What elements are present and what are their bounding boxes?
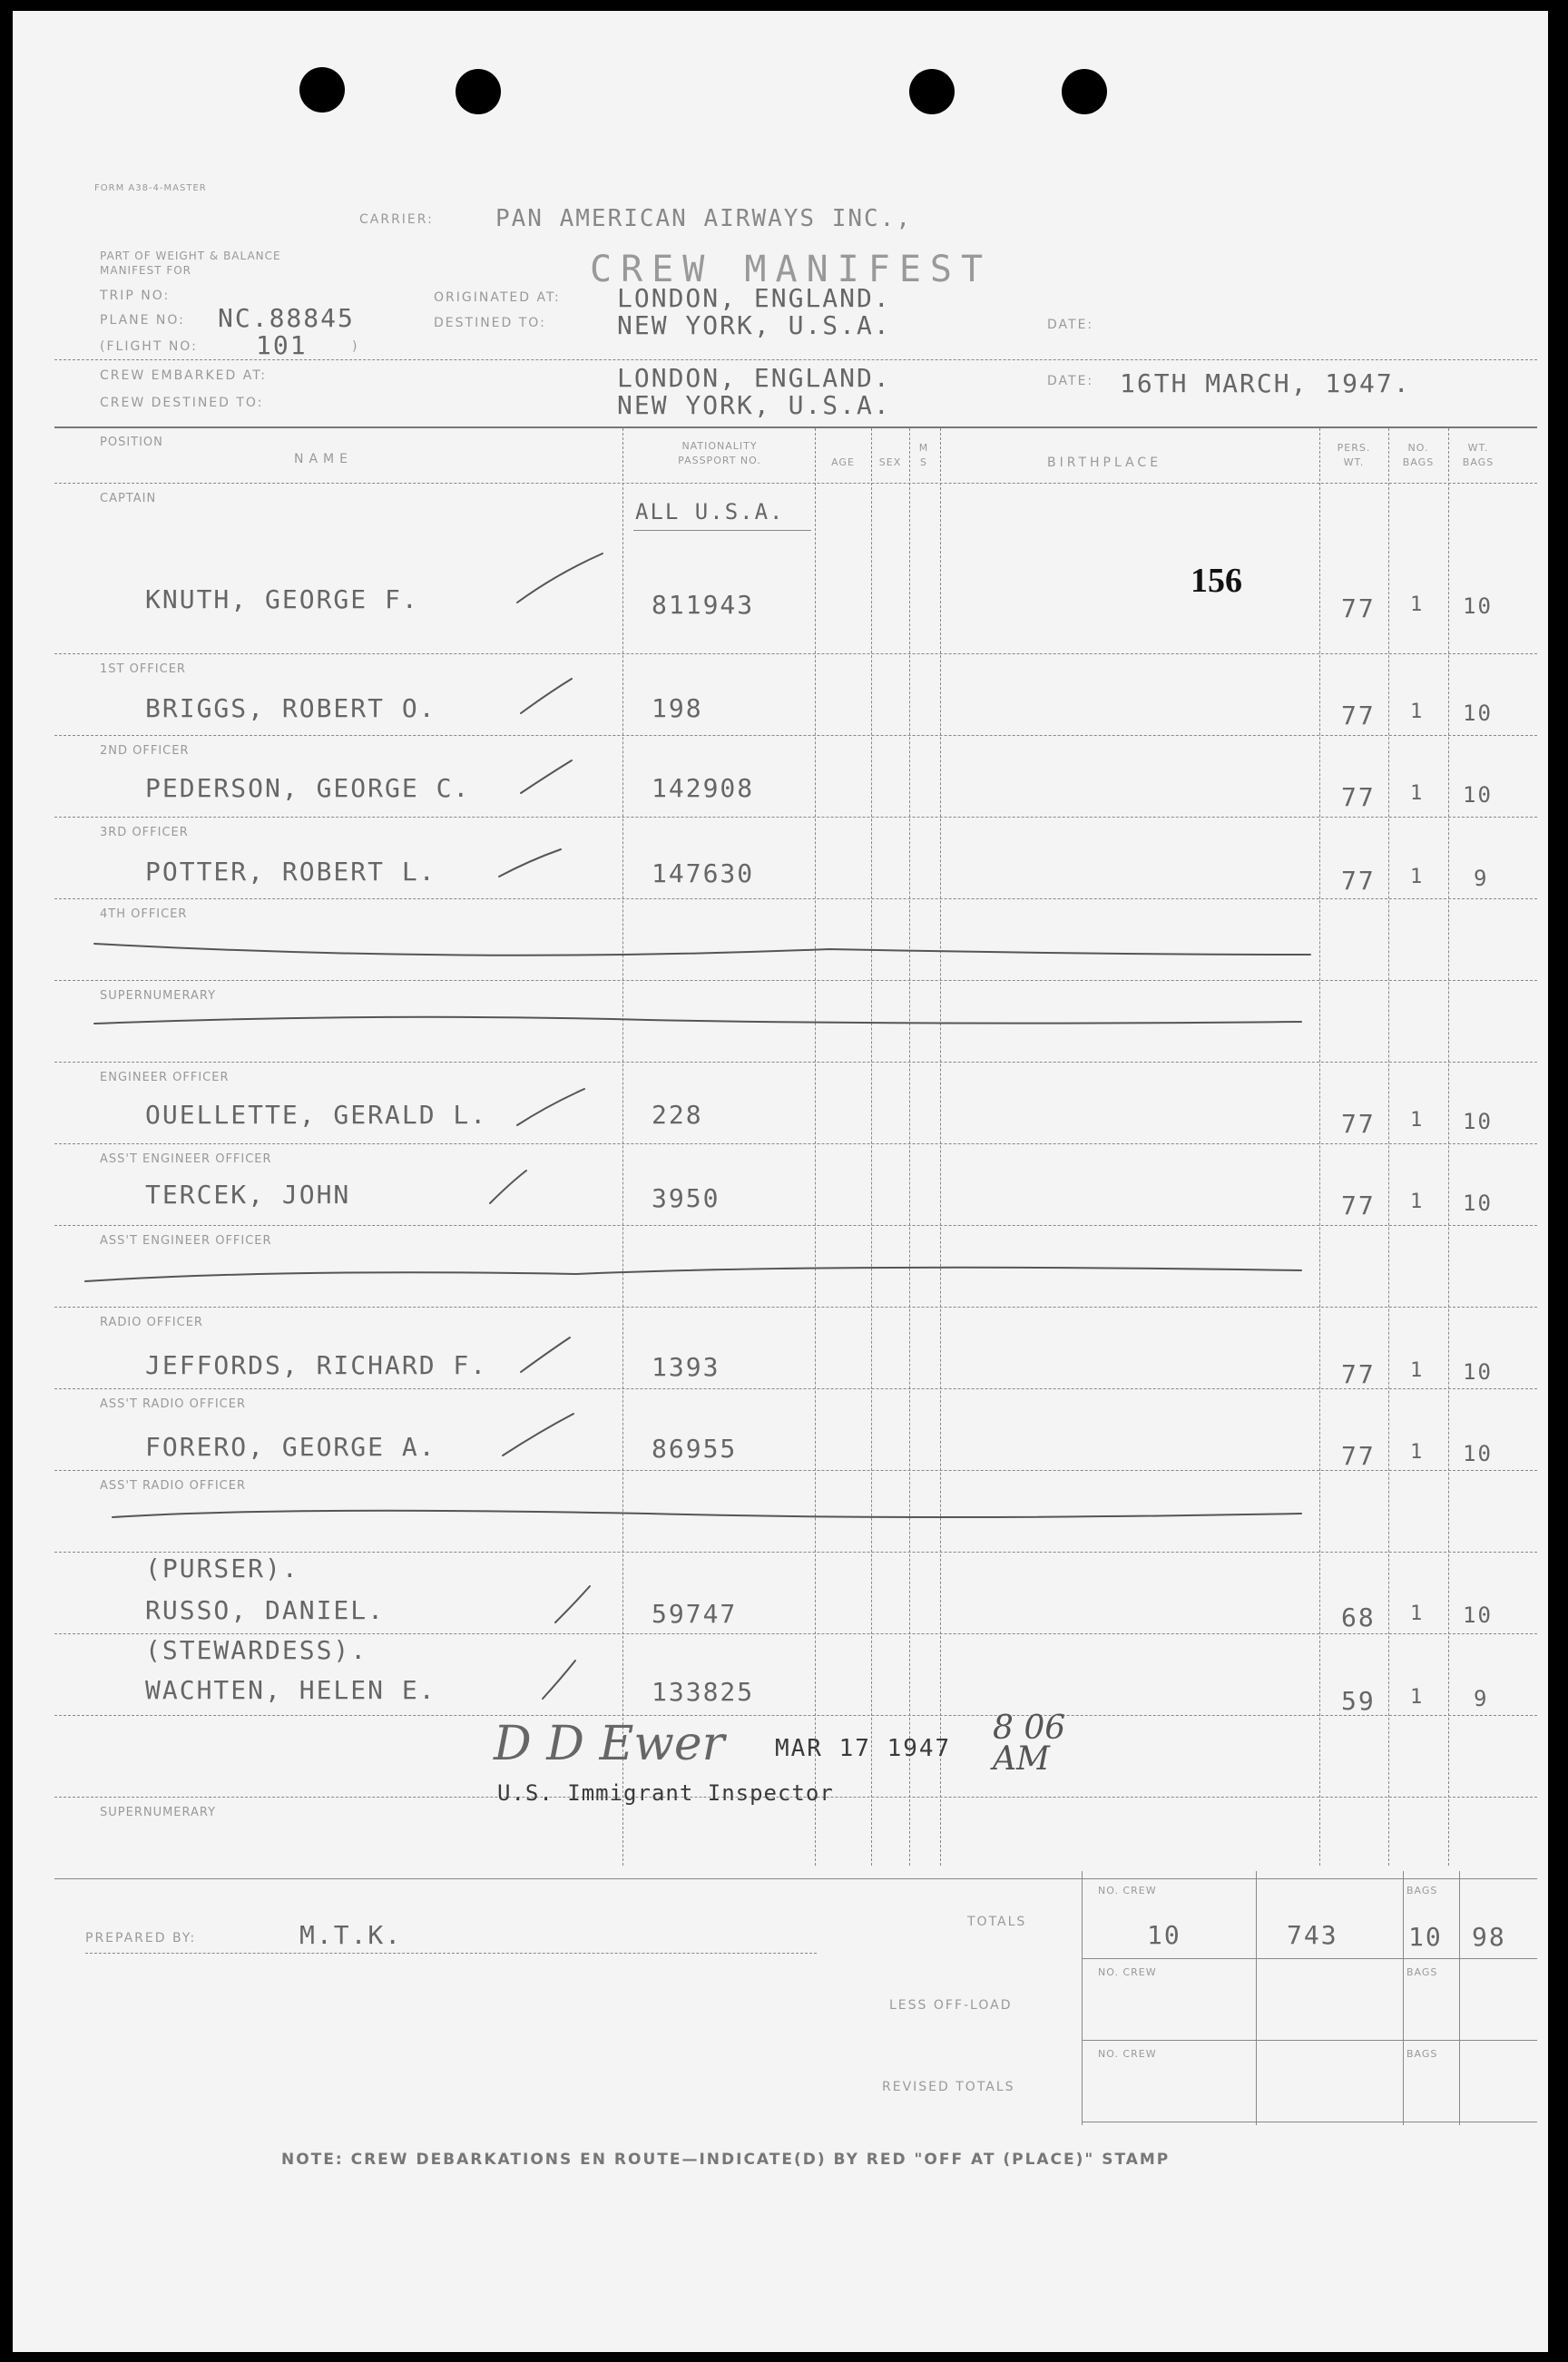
prepared-by-underline — [85, 1953, 817, 1954]
crew-weight-3: 77 — [1341, 782, 1376, 812]
position-engineer: ENGINEER OFFICER — [100, 1071, 230, 1084]
total-weight: 743 — [1287, 1920, 1338, 1950]
carrier-name: PAN AMERICAN AIRWAYS INC., — [495, 205, 912, 232]
embarked-value: LONDON, ENGLAND. — [617, 363, 891, 393]
total-bag-weight: 98 — [1472, 1922, 1506, 1952]
originated-value: LONDON, ENGLAND. — [617, 283, 891, 313]
crew-name-5: OUELLETTE, GERALD L. — [145, 1100, 488, 1130]
totals-box-border — [1403, 1871, 1404, 2125]
less-offload-label: LESS OFF-LOAD — [889, 1998, 1013, 2013]
crew-passport-1: 811943 — [652, 590, 755, 620]
crew-bags-9: 1 — [1410, 1602, 1425, 1625]
position-first-officer: 1ST OFFICER — [100, 662, 186, 676]
crew-passport-7: 1393 — [652, 1352, 720, 1382]
crew-name-1: KNUTH, GEORGE F. — [145, 584, 419, 614]
crew-weight-5: 77 — [1341, 1109, 1376, 1139]
crew-weight-1: 77 — [1341, 593, 1376, 623]
crew-bags-7: 1 — [1410, 1359, 1425, 1382]
prepared-by-label: PREPARED BY: — [85, 1931, 197, 1945]
crew-bag-weight-2: 10 — [1463, 701, 1493, 726]
date-label: DATE: — [1047, 318, 1094, 332]
position-asst-radio: ASS'T RADIO OFFICER — [100, 1397, 246, 1411]
crew-name-10: WACHTEN, HELEN E. — [145, 1675, 436, 1705]
crew-weight-6: 77 — [1341, 1191, 1376, 1220]
position-second-officer: 2ND OFFICER — [100, 744, 190, 758]
crew-passport-2: 198 — [652, 693, 703, 723]
crew-bag-weight-5: 10 — [1463, 1109, 1493, 1134]
totals-box-border — [1459, 1871, 1460, 2125]
position-asst-radio-2: ASS'T RADIO OFFICER — [100, 1479, 246, 1493]
crew-weight-4: 77 — [1341, 866, 1376, 896]
no-crew-label-revised: NO. CREW — [1098, 2048, 1157, 2060]
bags-label: BAGS — [1406, 1885, 1438, 1896]
crew-bags-6: 1 — [1410, 1191, 1425, 1213]
crew-name-6: TERCEK, JOHN — [145, 1180, 351, 1210]
all-usa-note: ALL U.S.A. — [635, 499, 785, 524]
crew-weight-10: 59 — [1341, 1686, 1376, 1716]
total-bags: 10 — [1408, 1922, 1443, 1952]
crew-bag-weight-7: 10 — [1463, 1359, 1493, 1385]
crew-name-9: RUSSO, DANIEL. — [145, 1595, 386, 1625]
plane-number: NC.88845 — [218, 303, 355, 333]
crew-role-10: (STEWARDESS). — [145, 1635, 368, 1665]
crew-bags-1: 1 — [1410, 593, 1425, 616]
crew-weight-7: 77 — [1341, 1359, 1376, 1389]
position-radio: RADIO OFFICER — [100, 1316, 203, 1329]
manifest-title: CREW MANIFEST — [590, 249, 993, 290]
crew-bag-weight-3: 10 — [1463, 782, 1493, 808]
crew-weight-2: 77 — [1341, 701, 1376, 730]
position-third-officer: 3RD OFFICER — [100, 826, 189, 839]
crew-weight-9: 68 — [1341, 1602, 1376, 1632]
no-crew-label: NO. CREW — [1098, 1885, 1157, 1896]
form-id: FORM A38-4-MASTER — [94, 183, 207, 193]
immigrant-inspector-label: U.S. Immigrant Inspector — [497, 1780, 834, 1806]
crew-name-2: BRIGGS, ROBERT O. — [145, 693, 436, 723]
position-supernumerary: SUPERNUMERARY — [100, 989, 217, 1003]
embarked-label: CREW EMBARKED AT: — [100, 368, 267, 383]
bags-label-revised: BAGS — [1406, 2048, 1438, 2060]
crew-bag-weight-1: 10 — [1463, 593, 1493, 619]
header-age: AGE — [831, 456, 855, 468]
date2-label: DATE: — [1047, 374, 1094, 388]
crew-bags-5: 1 — [1410, 1109, 1425, 1132]
totals-label: TOTALS — [967, 1915, 1027, 1929]
revised-totals-label: REVISED TOTALS — [882, 2080, 1015, 2094]
crew-name-7: JEFFORDS, RICHARD F. — [145, 1350, 488, 1380]
originated-label: ORIGINATED AT: — [434, 290, 561, 305]
prepared-by-value: M.T.K. — [299, 1920, 403, 1950]
no-crew-label-offload: NO. CREW — [1098, 1966, 1157, 1978]
flight-label: (FLIGHT NO: — [100, 339, 198, 354]
crew-passport-3: 142908 — [652, 773, 755, 803]
totals-box-border — [1082, 2040, 1537, 2041]
inspection-stamp-date: MAR 17 1947 — [775, 1735, 952, 1762]
crew-bags-2: 1 — [1410, 701, 1425, 723]
header-ms: M S — [918, 442, 929, 468]
crew-passport-10: 133825 — [652, 1677, 755, 1707]
header-wt-bags: WT. BAGS — [1462, 442, 1494, 468]
crew-bag-weight-10: 9 — [1474, 1686, 1489, 1711]
crew-bag-weight-4: 9 — [1474, 866, 1489, 891]
totals-box-border — [1082, 1871, 1083, 2125]
crew-weight-8: 77 — [1341, 1441, 1376, 1471]
crew-name-8: FORERO, GEORGE A. — [145, 1432, 436, 1462]
handwriting-marks — [13, 11, 1548, 2352]
header-sex: SEX — [878, 456, 902, 468]
header-pers-wt: PERS. WT. — [1337, 442, 1371, 468]
flight-number: 101 — [256, 330, 308, 360]
page-stamp-number: 156 — [1191, 562, 1242, 600]
inspector-signature: D D Ewer — [494, 1717, 725, 1771]
position-fourth-officer: 4TH OFFICER — [100, 907, 188, 921]
crew-passport-5: 228 — [652, 1100, 703, 1130]
total-crew-count: 10 — [1147, 1920, 1181, 1950]
crew-bag-weight-9: 10 — [1463, 1602, 1493, 1628]
crew-bags-4: 1 — [1410, 866, 1425, 888]
date2-value: 16TH MARCH, 1947. — [1120, 368, 1411, 398]
part-of-label: PART OF WEIGHT & BALANCE MANIFEST FOR — [100, 250, 281, 277]
crew-passport-4: 147630 — [652, 858, 755, 888]
position-captain: CAPTAIN — [100, 492, 157, 505]
position-asst-engineer-2: ASS'T ENGINEER OFFICER — [100, 1234, 272, 1248]
totals-box-border — [1256, 1871, 1257, 2125]
header-nationality: NATIONALITY PASSPORT NO. — [678, 440, 761, 466]
crew-bags-8: 1 — [1410, 1441, 1425, 1464]
crew-bag-weight-8: 10 — [1463, 1441, 1493, 1466]
plane-label: PLANE NO: — [100, 313, 185, 328]
crew-bag-weight-6: 10 — [1463, 1191, 1493, 1216]
crew-destined-label: CREW DESTINED TO: — [100, 396, 264, 410]
trip-label: TRIP NO: — [100, 289, 171, 303]
position-supernumerary-2: SUPERNUMERARY — [100, 1806, 217, 1819]
bags-label-offload: BAGS — [1406, 1966, 1438, 1978]
manifest-page — [13, 11, 1548, 2352]
destined-value: NEW YORK, U.S.A. — [617, 310, 891, 340]
carrier-label: CARRIER: — [359, 212, 434, 227]
crew-role-9: (PURSER). — [145, 1553, 299, 1583]
crew-destined-value: NEW YORK, U.S.A. — [617, 390, 891, 420]
crew-name-4: POTTER, ROBERT L. — [145, 857, 436, 887]
header-name: NAME — [294, 452, 353, 466]
crew-passport-6: 3950 — [652, 1183, 720, 1213]
crew-name-3: PEDERSON, GEORGE C. — [145, 773, 471, 803]
inspection-time: 8 06 AM — [993, 1710, 1066, 1778]
destined-label: DESTINED TO: — [434, 316, 546, 330]
flight-close: ) — [352, 339, 359, 354]
crew-passport-9: 59747 — [652, 1599, 738, 1629]
header-birthplace: BIRTHPLACE — [1047, 456, 1162, 470]
crew-bags-3: 1 — [1410, 782, 1425, 805]
header-position: POSITION — [100, 436, 163, 449]
header-no-bags: NO. BAGS — [1402, 442, 1435, 468]
debarkation-note: NOTE: CREW DEBARKATIONS EN ROUTE—INDICATE(D) BY RED "OFF AT (PLACE)" STAMP — [281, 2151, 1171, 2169]
position-asst-engineer: ASS'T ENGINEER OFFICER — [100, 1152, 272, 1166]
totals-box-border — [1082, 1958, 1537, 1959]
crew-passport-8: 86955 — [652, 1434, 738, 1464]
crew-bags-10: 1 — [1410, 1686, 1425, 1709]
